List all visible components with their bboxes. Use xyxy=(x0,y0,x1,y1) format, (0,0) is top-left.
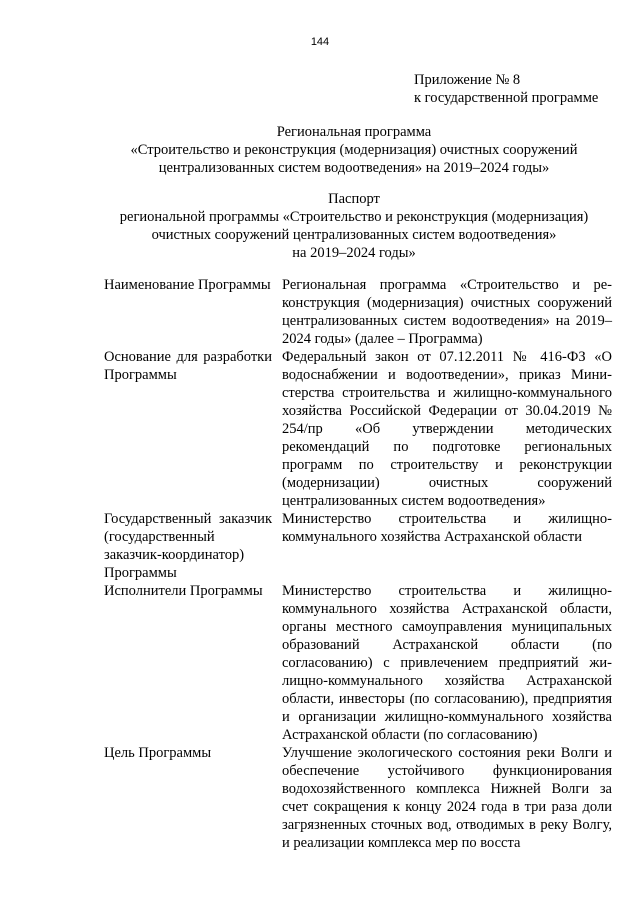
row-value: Федеральный закон от 07.12.2011 № 416-ФЗ «О водоснабжении и водоотведении», приказ Министерства строительства и жилищно-коммунального хозяйства Российской Федерации от 30.04.2019 № 254/пр «Об утверждении методических рекомендаций по подготовке региональных программ по строительству и реконструкции (модернизации) очистных сооружений централизованных систем водоотведения» xyxy=(282,349,612,509)
table-row xyxy=(104,276,612,348)
appendix-line-1: Приложение № 8 xyxy=(414,72,521,88)
table-row xyxy=(104,348,612,510)
table-row xyxy=(104,582,612,744)
passport-title-line-3: очистных сооружений централизованных систем водоотведения» xyxy=(151,227,557,243)
row-label: Государственный заказчик (государственный заказчик-координатор) Программы xyxy=(104,511,272,581)
row-value: Улучшение экологического состояния реки Волги и обеспечение устойчивого функционирования водохозяйственного комплекса Нижней Волги за счет сокращения к концу 2024 года в три раза доли загрязненных сточных вод, отводимых в реку Волгу, и реализации комплекса мер по восста xyxy=(282,745,612,851)
table-row xyxy=(104,744,612,852)
passport-title-line-4: на 2019–2024 годы» xyxy=(292,245,416,261)
row-label: Цель Программы xyxy=(104,745,212,761)
row-value: Региональная программа «Строительство и реконструкция (модернизация) очистных сооружений централизованных систем водоотведения» на 2019–2024 годы» (далее – Программа) xyxy=(282,277,612,347)
passport-title-line-1: Паспорт xyxy=(328,191,380,207)
appendix-line-2: к государственной программе xyxy=(414,90,599,106)
passport-title-line-2: региональной программы «Строительство и реконструкция (модернизация) xyxy=(119,209,589,225)
passport-title xyxy=(96,190,612,262)
page-number: 144 xyxy=(310,36,330,48)
row-value: Министерство строительства и жилищно-коммунального хозяйства Астраханской области xyxy=(282,511,612,545)
row-label: Наименование Программы xyxy=(104,277,271,293)
program-title xyxy=(96,123,612,177)
table-row xyxy=(104,510,612,582)
row-value: Министерство строительства и жилищно-коммунального хозяйства Астраханской области, органы местного самоуправления муниципальных образований Астраханской области (по согласованию) с привлечением предприятий жилищно-коммунального хозяйства Астраханской области, инвесторы (по согласованию), предприятия и организации жилищно-коммунального хозяйства Астраханской области (по согласованию) xyxy=(282,583,612,743)
program-title-line-2: «Строительство и реконструкция (модернизация) очистных сооружений xyxy=(130,142,578,158)
program-title-line-1: Региональная программа xyxy=(276,124,432,140)
row-label: Исполнители Программы xyxy=(104,583,263,599)
program-title-line-3: централизованных систем водоотведения» на 2019–2024 годы» xyxy=(158,160,550,176)
passport-table xyxy=(104,276,612,852)
appendix-heading xyxy=(414,71,598,107)
row-label: Основание для разработки Программы xyxy=(104,349,272,383)
